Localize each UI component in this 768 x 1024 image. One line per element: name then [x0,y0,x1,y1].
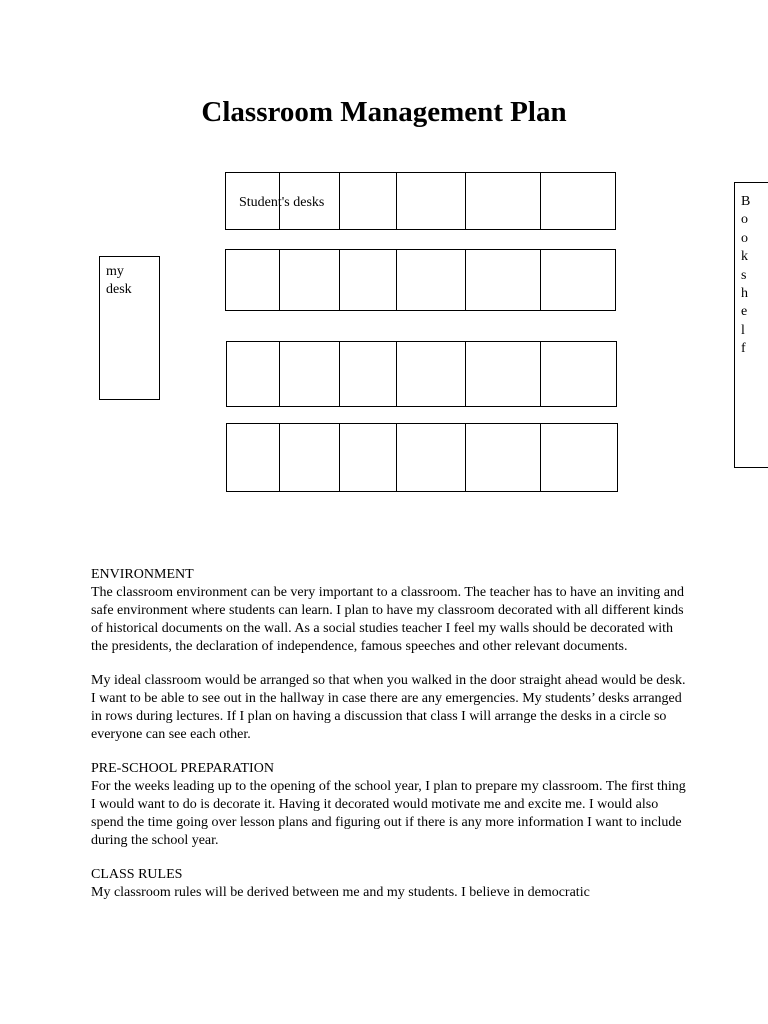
bookshelf-letter: B [741,194,751,209]
bookshelf-letter: s [741,267,747,283]
student-desk [466,424,541,491]
teacher-desk-label-line2: desk [106,282,132,297]
student-desk [397,342,467,406]
desk-row-3 [226,341,617,407]
bookshelf-letter: o [741,230,748,246]
bookshelf-letter: f [741,341,746,357]
student-desk [340,250,397,310]
students-desks-label: Student's desks [239,195,325,210]
student-desk [541,173,616,229]
bookshelf-letter: l [741,322,745,338]
student-desk [280,424,340,491]
student-desk [466,173,541,229]
bookshelf-letter: o [741,212,748,228]
student-desk [397,250,467,310]
document-body [91,566,691,916]
section-heading-pre-school-preparation: PRE-SCHOOL PREPARATION [91,761,274,776]
paragraph: The classroom environment can be very important to a classroom. The teacher has to have an inviting and safe environment where students can learn. I plan to have my classroom decorated with all different kinds of historical documents on the wall. As a social studies teacher I feel my walls should be decorated with the presidents, the declaration of independence, famous speeches and other relevant documents. [91,585,684,654]
student-desk [340,342,397,406]
section-heading-environment: ENVIRONMENT [91,567,194,582]
student-desk [541,424,618,491]
teacher-desk [99,256,160,400]
document-title: Classroom Management Plan [201,96,567,128]
student-desk [340,424,397,491]
bookshelf [734,182,768,468]
student-desk [280,342,340,406]
student-desk [340,173,397,229]
student-desk [466,342,541,406]
bookshelf-letter: k [741,249,748,265]
desk-row-4 [226,423,618,492]
paragraph: For the weeks leading up to the opening of the school year, I plan to prepare my classroom. The first thing I would want to do is decorate it. Having it decorated would motivate me and excite me. I would also spend the time going over lesson plans and figuring out if there is any more information I want to include during the school year. [91,779,686,848]
student-desk [227,424,280,491]
student-desk [280,250,340,310]
student-desk [397,424,467,491]
bookshelf-letter: h [741,286,748,302]
bookshelf-letter: e [741,304,748,320]
teacher-desk-label-line1: my [106,264,124,279]
student-desk [541,342,617,406]
student-desk [227,342,280,406]
paragraph: My ideal classroom would be arranged so that when you walked in the door straight ahead would be desk. I want to be able to see out in the hallway in case there are any emergencies. My students’ desks arranged in rows during lectures. If I plan on having a discussion that class I will arrange the desks in a circle so everyone can see each other. [91,673,686,742]
desk-row-2 [225,249,616,311]
student-desk [226,250,280,310]
student-desk [397,173,467,229]
section-heading-class-rules: CLASS RULES [91,867,183,882]
paragraph: My classroom rules will be derived between me and my students. I believe in democratic [91,885,590,900]
student-desk [541,250,616,310]
student-desk [466,250,541,310]
